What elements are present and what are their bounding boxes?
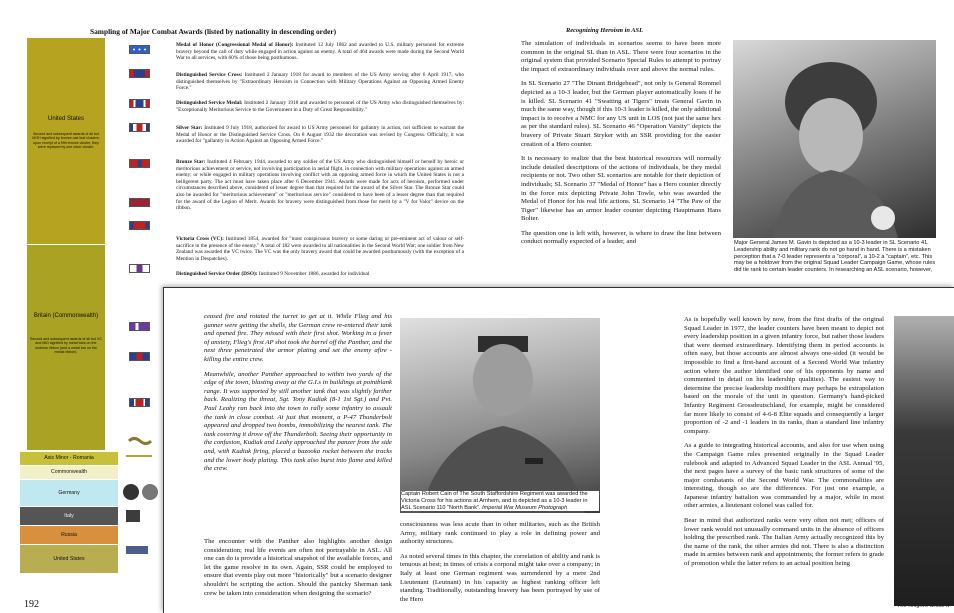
medal-desc: Instituted 9 July 1918, authorized for award to US Army personnel for gallantry in action, not sufficient to warrant the Medal of Honor or the Distinguished Service Cross. On 8 August 1932 the decoration was revised by Congress. Officially, it was awarded for "gallantry in Action Against an Opposing Armed Force." (176, 125, 464, 145)
paragraph: As a guide to integrating historical accounts, and also for use when using the Campaign Game rules presented originally in the Squad Leader rulebook and adapted to Advanced Squad Leader in the ASL Annual '95, the next pages have a survey of the basic rank structures of some of the major combatants of the Second World War. The commonalities are interesting, though so are the differences. For just one example, a Japanese infantry battalion was commanded by a major, while in most other armies, a lieutenant colonel was called for. (684, 442, 884, 510)
us-band-note: Second and subsequent awards of all but MOH signified by bronze oak leaf clusters; upon receipt of a fifth bronze cluster, they were replaced by one silver cluster. (32, 132, 100, 150)
paragraph: consciousness was less acute than in other militaries, such as the British Army, military rank continued to play a role in defining power and authority structures. (400, 521, 600, 546)
cain-caption-text: Captain Robert Cain of The South Staffordshire Regiment was awarded the Victoria Cross for his actions at Arnhem, and is depicted as a 10-3 leader in ASL Scenario 110 "North Bank". (401, 491, 588, 511)
britain-band-note: Second and subsequent awards of all but VC and MiD signified by metal bars on the undress ribbon (and a metal bar on the medal ribbon). (30, 337, 102, 355)
medal-name: Medal of Honor (Congressional Medal of Honor): (176, 42, 294, 48)
stars-icon (130, 46, 149, 53)
paragraph: Meanwhile, another Panther approached to within two yards of the edge of the town, blasting away at the G.I.s in buildings at pointblank range. It was supported by still another tank that was slightly farther back. Realizing the threat, Sgt. Tony Kudiak (8-1 1st Sgt.) and Pvt. Paul Leahy ran back into the town to rally some infantry to assault the tank in close combat. At just that moment, a P-47 Thunderbolt appeared and dropped two bombs, immobilizing the nearest tank. The tank covering it drove off the Thunderbolt. Seeing their opportunity in the confusion, Kudiak and Leahy approached the panzer from the side and, with Kudiak firing, placed a bazooka rocket between the tracks and the lower body plating. This tank also burst into flame and killed the crew. (204, 370, 392, 473)
gavin-photo (733, 40, 936, 238)
rank-chevron-icon (126, 455, 152, 475)
legend-united-states: United States (20, 545, 118, 573)
medal-entry-moh (176, 42, 464, 62)
medal-desc: Instituted 12 July 1862 and awarded to U.S. military personnel for extreme bravery beyond the call of duty while engaged in action against an enemy. A total of 464 awards were made during the Second World War to all services, with 60% of those being posthumous. (176, 42, 464, 62)
cain-photo (400, 318, 600, 513)
medal-name: Bronze Star: (176, 159, 206, 165)
medal-name: Distinguished Service Medal: (176, 100, 243, 106)
medal-desc: Instituted 4 February 1944, awarded to any soldier of the US Army who distinguished himself or herself by heroic or meritorious achievement or service, not involving participation in aerial flight, in connection with military operations against an armed enemy; or while engaged in military operations involving conflict with an opposing armed force in which the United States is not a belligerent party. The act must have taken place after 6 December 1941. Awards were made for acts of heroism, performed under circumstances described above, considered of lesser degree than that required for the award of the Silver Star. The Bronze Star could also be awarded for "meritorious achievement" or "meritorious service" considered to have been of a lesser degree than that required for the award of the Legion of Merit. Awards for bravery were distinguished from those for merit by a "V for Valor" device on the ribbon. (176, 159, 464, 212)
heroism-page (478, 0, 954, 290)
dso-ribbon (129, 221, 150, 230)
german-badge-icon (123, 484, 139, 500)
medal-entry-dsc (176, 72, 464, 92)
medal-desc: Instituted 2 January 1918 for award to members of the US Army serving after 6 April 1917, who distinguished themselves by "Extraordinary Heroism in Connection with Military Operations Against an Opposing Armed Enemy Force." (176, 72, 464, 92)
medal-entry-dsm (176, 100, 464, 113)
portrait-icon (400, 318, 600, 513)
knights-cross-caption: The Knight's Cross w (897, 603, 950, 609)
awards-title: Sampling of Major Combat Awards (listed by nationality in descending order) (90, 27, 337, 36)
medal-name: Victoria Cross (VC): (176, 236, 224, 242)
rank-page (163, 287, 954, 613)
paragraph: As is hopefully well known by now, from the first drafts of the original Squad Leader in 1977, the leader counters have been meant to depict not every leadership position in a given infantry force, but rather those leaders that were deemed extraordinary. Identifying them in period accounts is often easy, but those accounts are almost always one-sided (it would be impossible to find a first-hand account of a Second World War infantry action where the author identified one of his opponents by name and commented in detail on his leadership qualities). The easiest way to determine the precise leadership modifiers may perhaps be extrapolation based on the morale of the unit in question. Germany's hand-picked Infantry Regiment Grossdeutschland, for example, might be considered far more likely to consist of 4-6-8 Elite squads and consequently a larger proportion of -2 and -1 leaders in its ranks, than a standard line infantry company. (684, 316, 884, 435)
dcm-ribbon (129, 322, 150, 331)
medal-desc: Instituted 9 November 1886, awarded for individual (257, 271, 370, 277)
us-band-label: United States (47, 116, 85, 122)
dsc-ribbon (129, 69, 150, 78)
narrative-column (204, 313, 392, 480)
oak-leaf-icon (128, 434, 152, 446)
medal-name: Distinguished Service Order (DSO): (176, 271, 258, 277)
legend-commonwealth: Commonwealth (20, 466, 118, 479)
italy-insignia-icon (126, 510, 140, 522)
us-band (27, 38, 105, 244)
medal-name: Distinguished Service Cross: (176, 72, 243, 78)
medal-entry-dso (176, 271, 464, 278)
dsm-ribbon (129, 99, 150, 108)
medal-of-honor-ribbon (129, 45, 150, 54)
britain-band-label: Britain (Commonwealth) (33, 313, 99, 319)
page-number: 192 (24, 599, 39, 610)
silver-star-ribbon (129, 123, 150, 132)
paragraph: It is necessary to realize that the best historical resources will normally include detailed descriptions of the actions of individuals, be they medal recipients or not. Two other SL scenarios are notable for their depiction of individuals; SL Scenario 37 "Medal of Honor" has a Hero counter directly in the force mix depicting Private John Towle, who was awarded the Medal of Honor for his real life actions. SL Scenario 14 "The Paw of the Tiger" likewise has an armor leader counter depicting Hauptmann Hans Bolter. (521, 155, 721, 223)
mc-ribbon (129, 264, 150, 273)
us-insignia-icon (126, 546, 148, 554)
medal-entry-vc (176, 236, 464, 262)
paragraph: ceased fire and rotated the turret to get at it. While Flieg and his gunner were getting the shells, the German crew re-entered their tank and opened fire. They missed with their first shot. Working in a fever of anxiety, Flieg's first AP shot took the barrel off the Panther, and the next three penetrated the armor plating and set the enemy afire - killing the entire crew. (204, 313, 392, 363)
cain-caption (401, 491, 599, 511)
medal-desc: Instituted 2 January 1918 and awarded to personnel of the US Army who distinguished themselves by: "Exceptionally Meritorious Service to the Government in a Duty of Great Responsibility." (176, 100, 464, 113)
photo-credit: Imperial War Museum Photograph (482, 504, 568, 511)
legend-russia: Russia (20, 526, 118, 544)
gavin-caption: Major General James M. Gavin is depicted as a 10-3 leader in SL Scenario 41. Leadership ability and military rank do not go hand in hand. There is a mistaken perception that a 7-0 leader represents a "corporal", a 10-2 a "captain", etc. This may be a holdover from the original Squad Leader Campaign Game, whose rules did tie rank to certain leader counters. In researching an ASL scenario, however, (734, 240, 936, 274)
rank-column (684, 316, 884, 575)
design-column (204, 538, 392, 604)
knights-cross-photo (894, 316, 954, 606)
middle-column (400, 521, 600, 610)
paragraph: In SL Scenario 27 "The Dinant Bridgehead", not only is General Rommel depicted as a 10-3 leader, but the German player automatically loses if he is killed. SL Scenario 41 "Swatting at Tigers" treats General Gavin in much the same way, though if this 10-3 leader is killed, the only additional impact is to receive a NMC for any US unit in LOS (not just the same hex as per the standard rules). SL Scenario 46 "Operation Varsity" depicts the bravery of Private Stuart Stryker with an SSR providing for the easier creation of a Hero counter. (521, 80, 721, 148)
paragraph: The encounter with the Panther also highlights another design consideration; real life events are often not portrayable in ASL. All one can do is provide a historical snapshot of the available forces, and let the game resolve in its own. Again, SSR could be employed to ensure that events play out more "historically" but a scenario designer shouldn't be scripting the action. Should the panicky Sherman tank crew be taken into consideration when designing the scenario? (204, 538, 392, 597)
portrait-icon (733, 40, 936, 238)
vc-ribbon (129, 198, 150, 207)
paragraph: As noted several times in this chapter, the correlation of ability and rank is tenuous at best; in times of crisis a corporal might take over a company; in Italy at least one German regiment was surrendered by a mere 2nd Lieutenant (Leutnant) in his capacity as highest ranking officer left standing. Traditionally, outstanding bravery has been portrayed by use of the Hero (400, 552, 600, 603)
heroism-text-column (521, 40, 721, 253)
heroism-title: Recognizing Heroism in ASL (566, 27, 643, 34)
paragraph: The simulation of individuals in scenarios seems to have been more common in the original SL than in ASL. There were four scenarios in the original system that provided Scenario Special Rules to attempt to portray the impact of extraordinary individuals over and above the normal rules. (521, 40, 721, 73)
us-ribbon-extra (129, 398, 150, 407)
medal-desc: Instituted 1854, awarded for "most conspicuous bravery or some daring or pre-eminent act of valour or self-sacrifice in the presence of the enemy." A total of 182 were awarded to all nationalities in the Second World War; one soldier from New Zealand was awarded the VC twice. The VC was the only bravery award that could be awarded posthumously (with the exception of a Mention in Despatches). (176, 236, 465, 262)
medal-entry-silver-star (176, 125, 464, 145)
medal-name: Silver Star: (176, 125, 203, 131)
mm-ribbon (129, 352, 150, 361)
legend-axis-minor: Axis Minor - Romania (20, 452, 118, 465)
legend-italy: Italy (20, 507, 118, 525)
legend-germany: Germany (20, 480, 118, 506)
german-badge-icon (142, 484, 158, 500)
britain-band (27, 245, 105, 450)
paragraph: Bear in mind that authorized ranks were very often not met; officers of lower rank would not unusually command units in the absence of officers holding the prescribed rank. The Italian Army actually recognized this by the name of the rank, the other armies did not. There is also a distinction made in armies between rank and appointments; the former refers to grade of promotion while the latter refers to an actual position being (684, 517, 884, 568)
paragraph: The question one is left with, however, is where to draw the line between conduct normally expected of a leader, and (521, 229, 721, 246)
bronze-star-ribbon (129, 159, 150, 168)
medal-entry-bronze-star (176, 159, 464, 212)
